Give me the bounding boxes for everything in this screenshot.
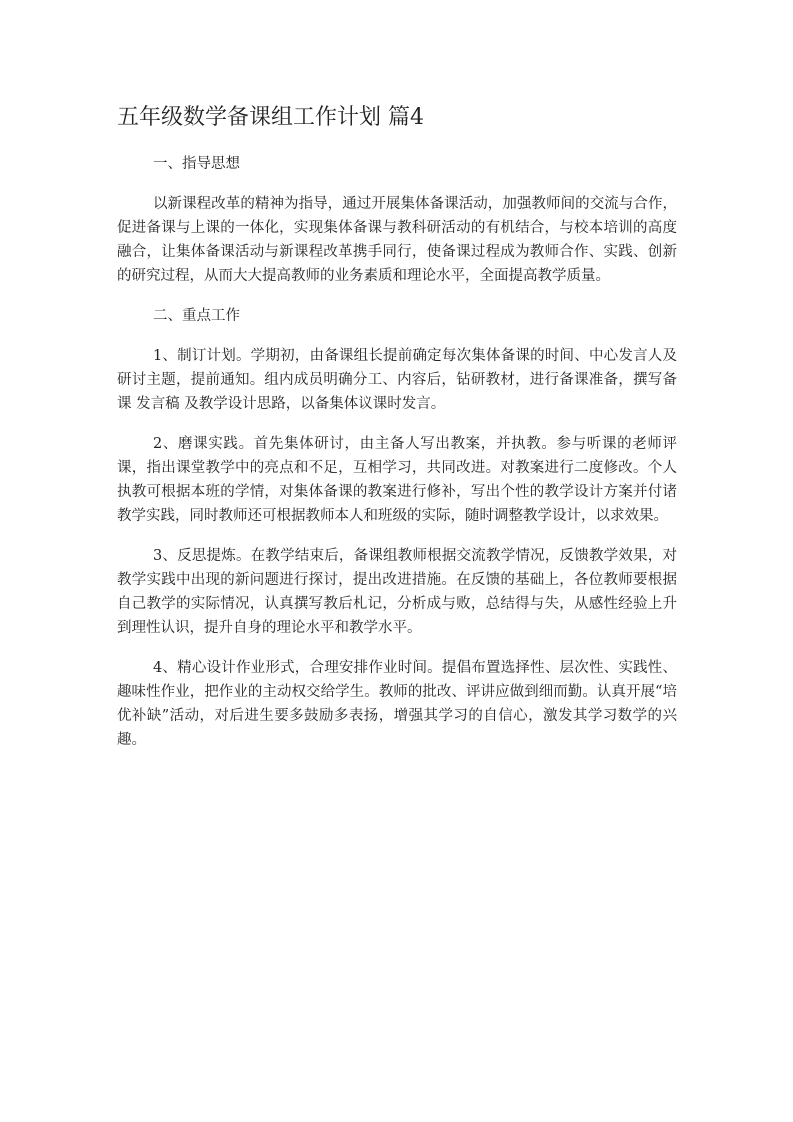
paragraph-make-plan: 1、制订计划。学期初，由备课组长提前确定每次集体备课的时间、中心发言人及研讨主题，提前通知。组内成员明确分工、内容后，钻研教材，进行备课准备，撰写备课 发言稿 及教学设计思路，以备集体议课时发言。 [117,348,677,412]
paragraph-lesson-practice: 2、磨课实践。首先集体研讨，由主备人写出教案，并执教。参与听课的老师评课，指出课堂教学中的亮点和不足，互相学习，共同改进。对教案进行二度修改。个人执教可根据本班的学情，对集体备课的教案进行修补，写出个性的教学设计方案并付诸教学实践，同时教师还可根据教师本人和班级的实际，随时调整教学设计，以求效果。 [117,436,677,524]
document-body [117,152,677,768]
paragraph-homework-design: 4、精心设计作业形式，合理安排作业时间。提倡布置选择性、层次性、实践性、趣味性作业，把作业的主动权交给学生。教师的批改、评讲应做到细而勤。认真开展“培优补缺”活动，对后进生要多鼓励多表扬，增强其学习的自信心，激发其学习数学的兴趣。 [117,660,677,748]
paragraph-guiding-ideology: 以新课程改革的精神为指导，通过开展集体备课活动，加强教师间的交流与合作，促进备课与上课的一体化，实现集体备课与教科研活动的有机结合，与校本培训的高度融合，让集体备课活动与新课程改革携手同行，使备课过程成为教师合作、实践、创新的研究过程，从而大大提高教师的业务素质和理论水平，全面提高教学质量。 [117,196,677,284]
document-title: 五年级数学备课组工作计划 篇4 [117,105,424,130]
section-heading-key-work: 二、重点工作 [153,308,240,324]
paragraph-reflection: 3、反思提炼。在教学结束后，备课组教师根据交流教学情况，反馈教学效果，对教学实践中出现的新问题进行探讨，提出改进措施。在反馈的基础上，各位教师要根据自己教学的实际情况，认真撰写教后札记，分析成与败，总结得与失，从感性经验上升到理性认识，提升自身的理论水平和教学水平。 [117,548,677,636]
section-heading-guiding-ideology: 一、指导思想 [153,156,240,172]
